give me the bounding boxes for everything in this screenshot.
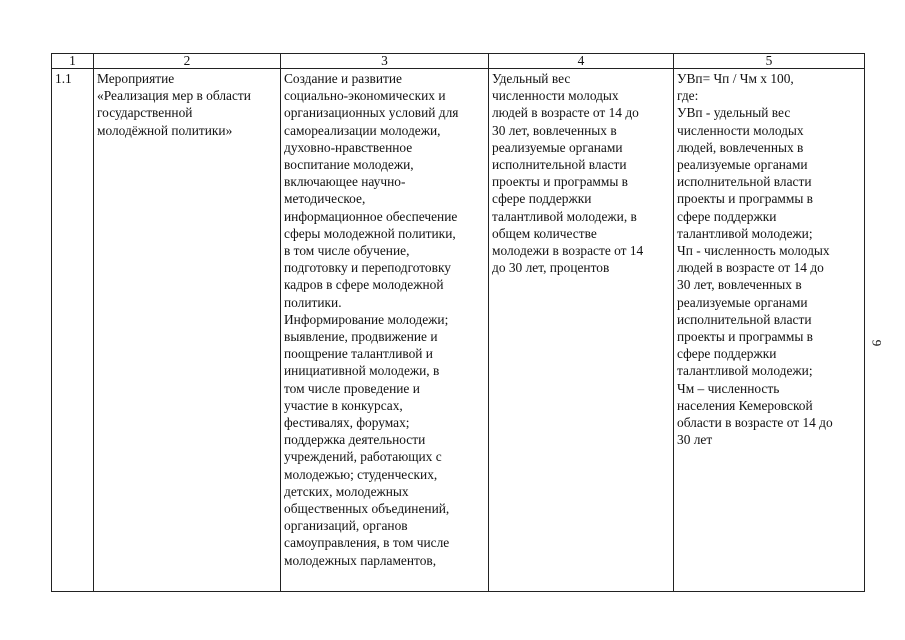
text-line: поддержка деятельности: [284, 432, 426, 448]
text-line: участие в конкурсах,: [284, 397, 403, 413]
text-line: учреждений, работающих с: [284, 449, 442, 465]
text-line: самореализации молодежи,: [284, 122, 441, 138]
text-line: исполнительной власти: [492, 157, 627, 173]
table-header-row: [52, 54, 865, 69]
text-line: «Реализация мер в области: [97, 88, 251, 104]
text-line: молодежных парламентов,: [284, 552, 437, 568]
text-line: выявление, продвижение и: [284, 329, 438, 345]
text-line: сфере поддержки: [677, 208, 777, 224]
text-line: духовно-нравственное: [284, 139, 413, 155]
text-line: людей в возрасте от 14 до: [677, 260, 824, 276]
text-line: поощрение талантливой и: [284, 346, 433, 362]
header-col-2: 2: [94, 54, 281, 69]
text-line: 30 лет, вовлеченных в: [677, 277, 802, 293]
text-line: детских, молодежных: [284, 483, 409, 499]
text-line: общем количестве: [492, 225, 597, 241]
text-line: государственной: [97, 105, 193, 121]
event-name-cell: [94, 69, 281, 592]
text-line: талантливой молодежи;: [677, 363, 813, 379]
text-line: талантливой молодежи;: [677, 225, 813, 241]
page-number: 9: [869, 339, 885, 347]
text-line: Чм – численность: [677, 380, 780, 396]
text-line: области в возрасте от 14 до: [677, 415, 833, 431]
text-line: населения Кемеровской: [677, 397, 813, 413]
text-line: сфере поддержки: [492, 191, 592, 207]
header-col-4: 4: [489, 54, 674, 69]
text-line: исполнительной власти: [677, 174, 812, 190]
text-line: сфере поддержки: [677, 346, 777, 362]
text-line: информационное обеспечение: [284, 208, 458, 224]
text-line: численности молодых: [492, 88, 619, 104]
text-line: организационных условий для: [284, 105, 459, 121]
text-line: до 30 лет, процентов: [492, 260, 610, 276]
text-line: включающее научно-: [284, 174, 406, 190]
text-line: том числе проведение и: [284, 380, 420, 396]
header-col-1: 1: [52, 54, 94, 69]
text-line: воспитание молодежи,: [284, 157, 414, 173]
text-line: молодежи в возрасте от 14: [492, 243, 644, 259]
indicator-name-cell: [489, 69, 674, 592]
text-line: 30 лет, вовлеченных в: [492, 122, 617, 138]
header-col-3: 3: [281, 54, 489, 69]
text-line: кадров в сфере молодежной: [284, 277, 444, 293]
text-line: социально-экономических и: [284, 88, 446, 104]
text-line: численности молодых: [677, 122, 804, 138]
text-line: где:: [677, 88, 699, 104]
text-line: реализуемые органами: [677, 294, 808, 310]
event-description-cell: [281, 69, 489, 592]
text-line: Удельный вес: [492, 71, 571, 86]
text-line: Чп - численность молодых: [677, 243, 830, 259]
text-line: Создание и развитие: [284, 71, 402, 86]
text-line: подготовку и переподготовку: [284, 260, 451, 276]
text-line: людей в возрасте от 14 до: [492, 105, 639, 121]
text-line: общественных объединений,: [284, 501, 450, 517]
text-line: в том числе обучение,: [284, 243, 410, 259]
text-line: молодежью; студенческих,: [284, 466, 438, 482]
text-line: молодёжной политики»: [97, 122, 233, 138]
text-line: талантливой молодежи, в: [492, 208, 637, 224]
header-col-5: 5: [674, 54, 865, 69]
calculation-method-cell: [674, 69, 865, 592]
text-line: самоуправления, в том числе: [284, 535, 450, 551]
text-line: инициативной молодежи, в: [284, 363, 440, 379]
row-number-cell: 1.1: [52, 69, 94, 592]
text-line: методическое,: [284, 191, 366, 207]
text-line: УВп - удельный вес: [677, 105, 791, 121]
text-line: реализуемые органами: [677, 157, 808, 173]
text-line: Мероприятие: [97, 71, 175, 86]
text-line: проекты и программы в: [677, 329, 814, 345]
text-line: исполнительной власти: [677, 311, 812, 327]
text-line: проекты и программы в: [677, 191, 814, 207]
text-line: людей, вовлеченных в: [677, 139, 804, 155]
measures-table: [51, 53, 865, 592]
text-line: политики.: [284, 294, 342, 310]
text-line: УВп= Чп / Чм х 100,: [677, 71, 794, 86]
text-line: сферы молодежной политики,: [284, 225, 456, 241]
text-line: Информирование молодежи;: [284, 311, 449, 327]
text-line: 30 лет: [677, 432, 713, 448]
text-line: организаций, органов: [284, 518, 408, 534]
text-line: проекты и программы в: [492, 174, 629, 190]
text-line: фестивалях, форумах;: [284, 415, 410, 431]
text-line: реализуемые органами: [492, 139, 623, 155]
table-row: [52, 69, 865, 592]
